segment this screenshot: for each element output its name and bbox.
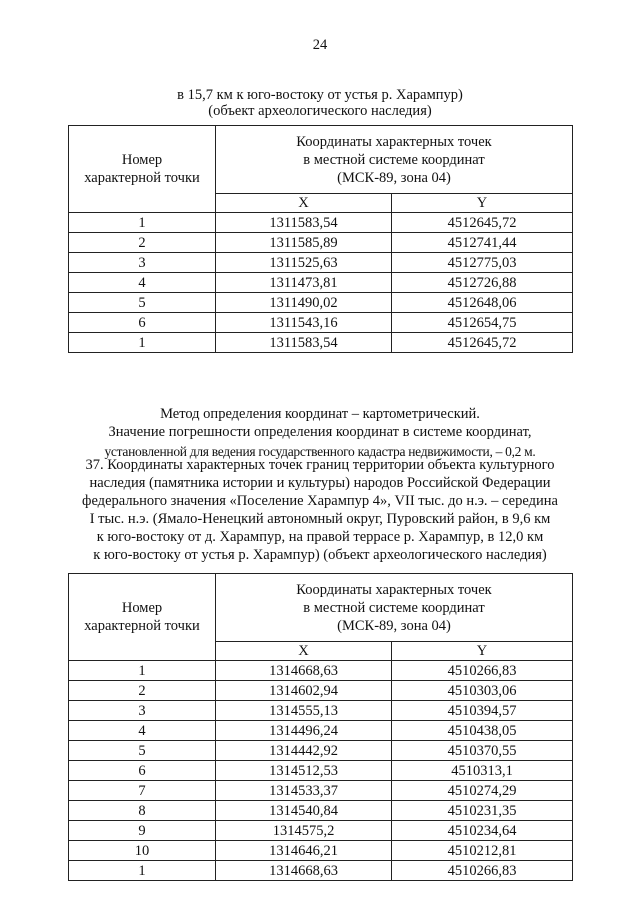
point-number: 1 <box>69 661 216 681</box>
point-number: 4 <box>69 721 216 741</box>
table-row <box>69 781 573 801</box>
point-number: 3 <box>69 701 216 721</box>
method-line: Значение погрешности определения координат в системе координат, <box>108 424 532 440</box>
method-line: Метод определения координат – картометрический. <box>160 406 480 422</box>
point-number: 6 <box>69 761 216 781</box>
table-row <box>69 293 573 313</box>
header-y: Y <box>392 642 573 661</box>
header-point-number <box>69 574 216 661</box>
table-row <box>69 801 573 821</box>
item37-line: 37. Координаты характерных точек границ территории объекта культурного <box>85 457 555 473</box>
point-number: 8 <box>69 801 216 821</box>
y-coordinate: 4512741,44 <box>392 233 573 253</box>
item37-line: к юго-востоку от устья р. Харампур) (объект археологического наследия) <box>93 547 547 563</box>
page-number: 24 <box>312 37 328 53</box>
point-number: 6 <box>69 313 216 333</box>
point-number: 1 <box>69 333 216 353</box>
block1-title-line: в 15,7 км к юго-востоку от устья р. Харампур) <box>177 87 463 103</box>
x-coordinate: 1314602,94 <box>216 681 392 701</box>
block1-title-line: (объект археологического наследия) <box>208 103 432 119</box>
x-coordinate: 1314575,2 <box>216 821 392 841</box>
point-number: 4 <box>69 273 216 293</box>
table-row <box>69 761 573 781</box>
item37-line: федерального значения «Поселение Харампур 4», VII тыс. до н.э. – середина <box>82 493 558 509</box>
y-coordinate: 4512645,72 <box>392 213 573 233</box>
table-row <box>69 861 573 881</box>
table-row <box>69 213 573 233</box>
point-number: 2 <box>69 681 216 701</box>
point-number: 2 <box>69 233 216 253</box>
header-text: Номер <box>121 600 163 616</box>
y-coordinate: 4510231,35 <box>392 801 573 821</box>
table-row <box>69 701 573 721</box>
point-number: 7 <box>69 781 216 801</box>
y-coordinate: 4510370,55 <box>392 741 573 761</box>
table-row <box>69 661 573 681</box>
item37-line: к юго-востоку от д. Харампур, на правой террасе р. Харампур, в 12,0 км <box>96 529 544 545</box>
header-text: характерной точки <box>84 618 200 634</box>
y-coordinate: 4510438,05 <box>392 721 573 741</box>
header-text: Координаты характерных точек <box>296 581 492 598</box>
y-coordinate: 4510394,57 <box>392 701 573 721</box>
header-text: в местной системе координат <box>303 151 485 168</box>
x-coordinate: 1314668,63 <box>216 861 392 881</box>
y-coordinate: 4510234,64 <box>392 821 573 841</box>
point-number: 3 <box>69 253 216 273</box>
item37-line: наследия (памятника истории и культуры) народов Российской Федерации <box>89 475 551 491</box>
y-coordinate: 4512645,72 <box>392 333 573 353</box>
header-y: Y <box>392 194 573 213</box>
point-number: 9 <box>69 821 216 841</box>
point-number: 1 <box>69 213 216 233</box>
method-line: установленной для ведения государственного кадастра недвижимости, – 0,2 м. <box>104 444 536 459</box>
header-coordinates <box>216 574 573 642</box>
header-text: в местной системе координат <box>303 599 485 616</box>
y-coordinate: 4510266,83 <box>392 661 573 681</box>
header-x: X <box>216 194 392 213</box>
y-coordinate: 4512654,75 <box>392 313 573 333</box>
x-coordinate: 1311525,63 <box>216 253 392 273</box>
header-text: (МСК-89, зона 04) <box>337 617 451 634</box>
y-coordinate: 4510313,1 <box>392 761 573 781</box>
header-x: X <box>216 642 392 661</box>
table-row <box>69 273 573 293</box>
table-row <box>69 681 573 701</box>
y-coordinate: 4510274,29 <box>392 781 573 801</box>
header-text: Номер <box>121 152 163 168</box>
y-coordinate: 4512775,03 <box>392 253 573 273</box>
x-coordinate: 1314668,63 <box>216 661 392 681</box>
header-text: Координаты характерных точек <box>296 133 492 150</box>
item37-line: I тыс. н.э. (Ямало-Ненецкий автономный округ, Пуровский район, в 9,6 км <box>89 511 551 527</box>
y-coordinate: 4512726,88 <box>392 273 573 293</box>
y-coordinate: 4510303,06 <box>392 681 573 701</box>
point-number: 1 <box>69 861 216 881</box>
table-row <box>69 821 573 841</box>
x-coordinate: 1314442,92 <box>216 741 392 761</box>
x-coordinate: 1311473,81 <box>216 273 392 293</box>
x-coordinate: 1311583,54 <box>216 213 392 233</box>
x-coordinate: 1311583,54 <box>216 333 392 353</box>
table-row <box>69 233 573 253</box>
y-coordinate: 4510212,81 <box>392 841 573 861</box>
coordinates-table-2 <box>68 573 573 881</box>
header-text: (МСК-89, зона 04) <box>337 169 451 186</box>
y-coordinate: 4512648,06 <box>392 293 573 313</box>
x-coordinate: 1314540,84 <box>216 801 392 821</box>
point-number: 10 <box>69 841 216 861</box>
table-row <box>69 253 573 273</box>
header-text: характерной точки <box>84 170 200 186</box>
x-coordinate: 1314512,53 <box>216 761 392 781</box>
y-coordinate: 4510266,83 <box>392 861 573 881</box>
x-coordinate: 1314533,37 <box>216 781 392 801</box>
table-row <box>69 741 573 761</box>
x-coordinate: 1311585,89 <box>216 233 392 253</box>
x-coordinate: 1314646,21 <box>216 841 392 861</box>
point-number: 5 <box>69 293 216 313</box>
x-coordinate: 1314555,13 <box>216 701 392 721</box>
header-point-number <box>69 126 216 213</box>
table-row <box>69 313 573 333</box>
x-coordinate: 1311543,16 <box>216 313 392 333</box>
coordinates-table-1 <box>68 125 573 353</box>
table-row <box>69 721 573 741</box>
x-coordinate: 1311490,02 <box>216 293 392 313</box>
point-number: 5 <box>69 741 216 761</box>
x-coordinate: 1314496,24 <box>216 721 392 741</box>
table-row <box>69 841 573 861</box>
table-row <box>69 333 573 353</box>
header-coordinates <box>216 126 573 194</box>
